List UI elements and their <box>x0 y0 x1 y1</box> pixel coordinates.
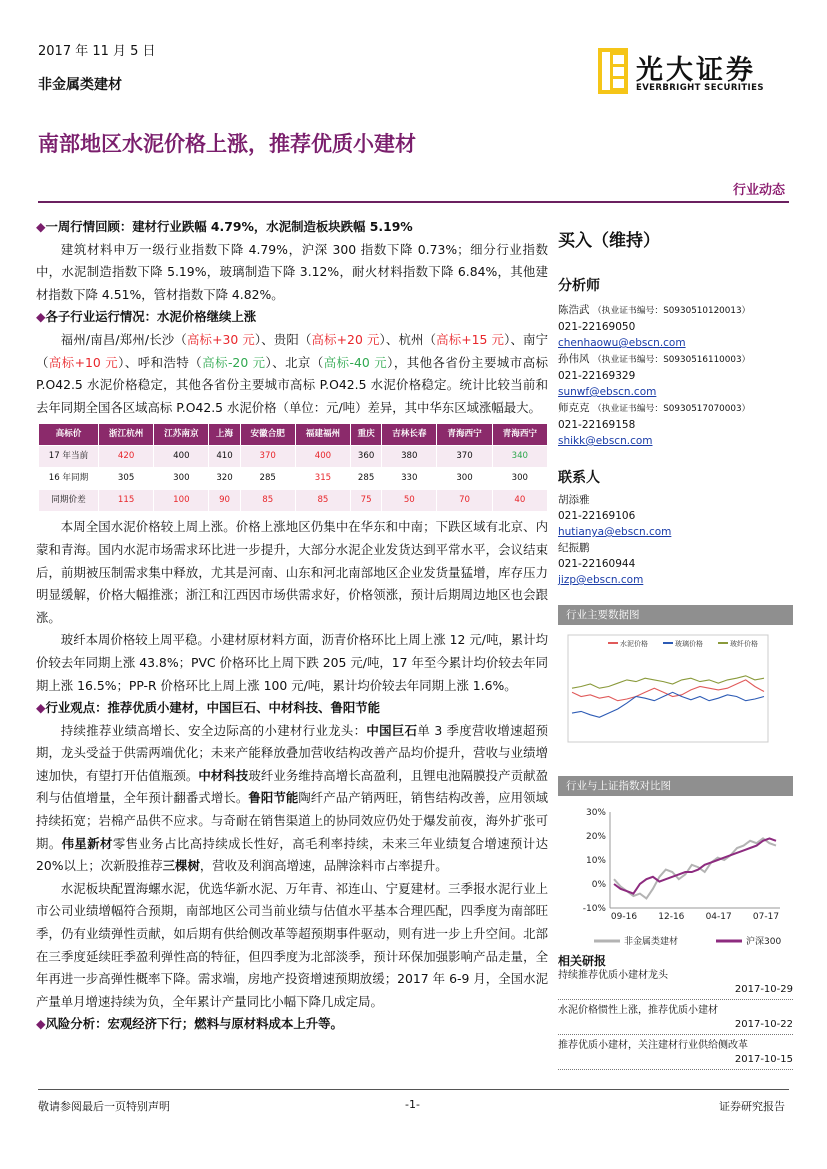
analyst-email[interactable]: chenhaowu@ebscn.com <box>558 337 686 349</box>
table-row <box>39 468 548 490</box>
table-cell: 300 <box>154 468 209 490</box>
contact-phone: 021-22169106 <box>558 510 636 522</box>
table-cell: 400 <box>154 446 209 468</box>
table-row <box>39 446 548 468</box>
table-cell: 300 <box>492 468 547 490</box>
table-cell: 315 <box>295 468 350 490</box>
related-report-date: 2017-10-29 <box>558 983 793 1000</box>
cement-market-text: 本周全国水泥价格较上周上涨。价格上涨地区仍集中在华东和中南；下跌区域有北京、内蒙和青海。国内水泥市场需求环比进一步提升，大部分水泥企业发货达到平常水平，会议结束后，前期被压制需求集中释放，尤其是河南、山东和河北南部地区企业发货量猛增，库存压力明显缓解，价格大幅推涨；浙江和江西因市场供需求好，价格领涨，预计后期周边地区也会跟涨。 <box>36 519 548 625</box>
section-weekly-review-heading: ◆一周行情回顾：建材行业跌幅 4.79%，水泥制造板块跌幅 5.19% <box>36 219 413 234</box>
table-cell: 420 <box>99 446 154 468</box>
table-row-label: 16 年同期 <box>39 468 99 490</box>
rating: 买入（维持） <box>558 231 660 251</box>
table-cell: 85 <box>240 490 295 512</box>
table-cell: 285 <box>351 468 382 490</box>
chart1-frame <box>568 635 768 742</box>
contact-block <box>558 492 793 588</box>
footer-report-label: 证券研究报告 <box>719 1100 785 1113</box>
everbright-logo-icon <box>598 48 628 94</box>
fiberglass-text: 玻纤本周价格较上周平稳。小建材原材料方面，沥青价格环比上周上涨 12 元/吨，累计均价较去年同期上涨 43.8%；PVC 价格环比上周下跌 205 元/吨，17 年至今累计均价较去年同期上涨 16.5%；PP-R 价格环比上周上涨 100 元/吨，累计均价较去年同期上涨 1.6%。 <box>36 632 548 693</box>
table-cell: 100 <box>154 490 209 512</box>
table-cell: 410 <box>209 446 240 468</box>
legend-label: 玻纤价格 <box>730 640 758 648</box>
table-cell: 40 <box>492 490 547 512</box>
analyst-phone: 021-22169158 <box>558 419 636 431</box>
analyst-email[interactable]: sunwf@ebscn.com <box>558 386 657 398</box>
y-tick-label: 30% <box>585 808 606 818</box>
subindustry-text: 福州/南昌/郑州/长沙（高标+30 元）、贵阳（高标+20 元）、杭州（高标+15 元）、南宁（高标+10 元）、呼和浩特（高标-20 元）、北京（高标-40 元），其他各省份主要城市高标 P.O42.5 水泥价格稳定，其他各省份主要城市高标 P.O42.5 水泥价格稳定。统计比较当前和去年同期全国各区域高标 P.O42.5 水泥价格（单位：元/吨）差异，其中华东区域涨幅最大。 <box>36 331 549 415</box>
analyst-name-line: 师克克 （执业证书编号：S0930517070003） <box>558 402 751 414</box>
footer-divider <box>38 1089 789 1090</box>
table-cell: 50 <box>382 490 437 512</box>
related-list <box>558 968 793 1073</box>
report-type: 行业动态 <box>732 183 785 198</box>
sector-label: 非金属类建材 <box>38 77 122 93</box>
table-cell: 305 <box>99 468 154 490</box>
contact-name: 纪振鹏 <box>558 542 590 554</box>
contact-phone: 021-22160944 <box>558 558 636 570</box>
table-cell: 370 <box>437 446 492 468</box>
section-view-heading: ◆行业观点：推荐优质小建材，中国巨石、中材科技、鲁阳节能 <box>36 700 381 716</box>
analyst-block <box>558 302 793 449</box>
cement-price-table <box>38 423 548 512</box>
y-tick-label: 0% <box>591 880 606 890</box>
contact-name: 胡添雅 <box>558 494 590 506</box>
analyst-heading: 分析师 <box>558 278 600 294</box>
table-cell: 380 <box>382 446 437 468</box>
logo-text-cn: 光大证券 <box>636 55 756 86</box>
industry-data-chart <box>558 627 793 752</box>
page-title: 南部地区水泥价格上涨，推荐优质小建材 <box>38 132 416 156</box>
header-divider <box>38 201 789 203</box>
page-number: -1- <box>405 1098 420 1111</box>
table-cell: 400 <box>295 446 350 468</box>
logo-text-en: EVERBRIGHT SECURITIES <box>636 83 764 93</box>
analyst-name-line: 陈浩武 （执业证书编号：S0930510120013） <box>558 304 751 316</box>
diamond-icon: ◆ <box>36 219 46 234</box>
contact-email[interactable]: hutianya@ebscn.com <box>558 526 672 538</box>
related-report-date: 2017-10-15 <box>558 1053 793 1070</box>
table-row-label: 17 年当前 <box>39 446 99 468</box>
legend-label: 水泥价格 <box>620 640 648 648</box>
table-cell: 340 <box>492 446 547 468</box>
index-compare-chart <box>558 800 793 950</box>
view-text: 持续推荐业绩高增长、安全边际高的小建材行业龙头：中国巨石单 3 季度营收增速超预期，龙头受益于供需两端优化；未来产能释放叠加营收结构改善产品均价提升，营收与业绩增速加快，有望打开估值瓶颈。中材科技玻纤业务维持高增长高盈利，且锂电池隔膜投产贡献盈利与估值增量，全年预计翻番式增长。鲁阳节能陶纤产品产销两旺，销售结构改善，应用领域持续拓宽；岩棉产品供不应求。与奇耐在销售渠道上的协同效应仍处于爆发前夜，海外扩张可期。伟星新材零售业务占比高持续成长性好，高毛利率持续，未来三年业绩复合增速预计达 20%以上；次新股推荐三棵树，营收及利润高增速，品牌涂料市占率提升。 <box>36 722 549 874</box>
table-cell: 285 <box>240 468 295 490</box>
footer-disclaimer: 敬请参阅最后一页特别声明 <box>38 1100 170 1113</box>
legend-label: 非金属类建材 <box>624 937 679 947</box>
table-cell: 330 <box>382 468 437 490</box>
legend-label: 玻璃价格 <box>675 640 703 648</box>
table-header-row: 高标价 浙江杭州 江苏南京 上海 安徽合肥 福建福州 重庆 吉林长春 青海西宁 青海西宁 <box>39 424 548 446</box>
y-tick-label: 10% <box>585 856 606 866</box>
table-row-label: 同期价差 <box>39 490 99 512</box>
related-heading: 相关研报 <box>558 954 607 968</box>
table-row <box>39 490 548 512</box>
weekly-review-text: 建筑材料申万一级行业指数下降 4.79%，沪深 300 指数下降 0.73%；细分行业指数中，水泥制造指数下降 5.19%，玻璃制造下降 3.12%，耐火材料指数下降 6.84%，其他建材指数下降 4.51%，管材指数下降 4.82%。 <box>36 241 548 302</box>
x-tick-label: 12-16 <box>658 912 685 922</box>
risk-heading: ◆风险分析：宏观经济下行；燃料与原材料成本上升等。 <box>36 1016 343 1032</box>
table-cell: 90 <box>209 490 240 512</box>
contact-heading: 联系人 <box>558 470 600 486</box>
diamond-icon: ◆ <box>36 1016 46 1032</box>
y-tick-label: 20% <box>585 832 606 842</box>
cement-view-text: 水泥板块配置海螺水泥，优选华新水泥、万年青、祁连山、宁夏建材。三季报水泥行业上市公司业绩增幅符合预期，南部地区公司当前业绩与估值水平基本合理匹配，四季度为南部旺季，仍有业绩弹性贡献，如后期有供给侧改革等超预期事件驱动，则有进一步上升空间。北部在三季度延续旺季盈利弹性高的特征，但四季度为北部淡季，预计环保加强影响产品走量，全年再进一步高弹性概率下降。需求端，房地产投资增速预期放缓；2017 年 6-9 月，全国水泥产量单月增速持续为负，全年累计产量同比小幅下降几成定局。 <box>36 880 548 1009</box>
y-tick-label: -10% <box>582 904 606 914</box>
diamond-icon: ◆ <box>36 700 46 716</box>
table-cell: 360 <box>351 446 382 468</box>
chart1-header: 行业主要数据图 <box>558 605 793 625</box>
main-body <box>36 216 548 1036</box>
contact-email[interactable]: jizp@ebscn.com <box>558 574 644 586</box>
table-cell: 370 <box>240 446 295 468</box>
table-cell: 85 <box>295 490 350 512</box>
x-tick-label: 04-17 <box>705 912 732 922</box>
diamond-icon: ◆ <box>36 309 46 325</box>
related-report-title[interactable]: 水泥价格惯性上涨，推荐优质小建材 <box>558 1005 718 1016</box>
table-cell: 320 <box>209 468 240 490</box>
analyst-name-line: 孙伟风 （执业证书编号：S0930516110003） <box>558 353 751 365</box>
related-report-date: 2017-10-22 <box>558 1018 793 1035</box>
table-cell: 300 <box>437 468 492 490</box>
legend-label: 沪深300 <box>746 937 782 947</box>
analyst-phone: 021-22169050 <box>558 321 636 333</box>
table-cell: 115 <box>99 490 154 512</box>
related-report-title[interactable]: 推荐优质小建材，关注建材行业供给侧改革 <box>558 1040 748 1051</box>
chart2-header: 行业与上证指数对比图 <box>558 776 793 796</box>
x-tick-label: 07-17 <box>752 912 780 922</box>
x-tick-label: 09-16 <box>610 912 638 922</box>
table-cell: 70 <box>437 490 492 512</box>
section-subindustry-heading: ◆各子行业运行情况：水泥价格继续上涨 <box>36 309 257 325</box>
analyst-phone: 021-22169329 <box>558 370 636 382</box>
report-date: 2017 年 11 月 5 日 <box>38 44 156 59</box>
related-report-title[interactable]: 持续推荐优质小建材龙头 <box>558 970 668 981</box>
analyst-email[interactable]: shikk@ebscn.com <box>558 435 653 447</box>
table-cell: 75 <box>351 490 382 512</box>
